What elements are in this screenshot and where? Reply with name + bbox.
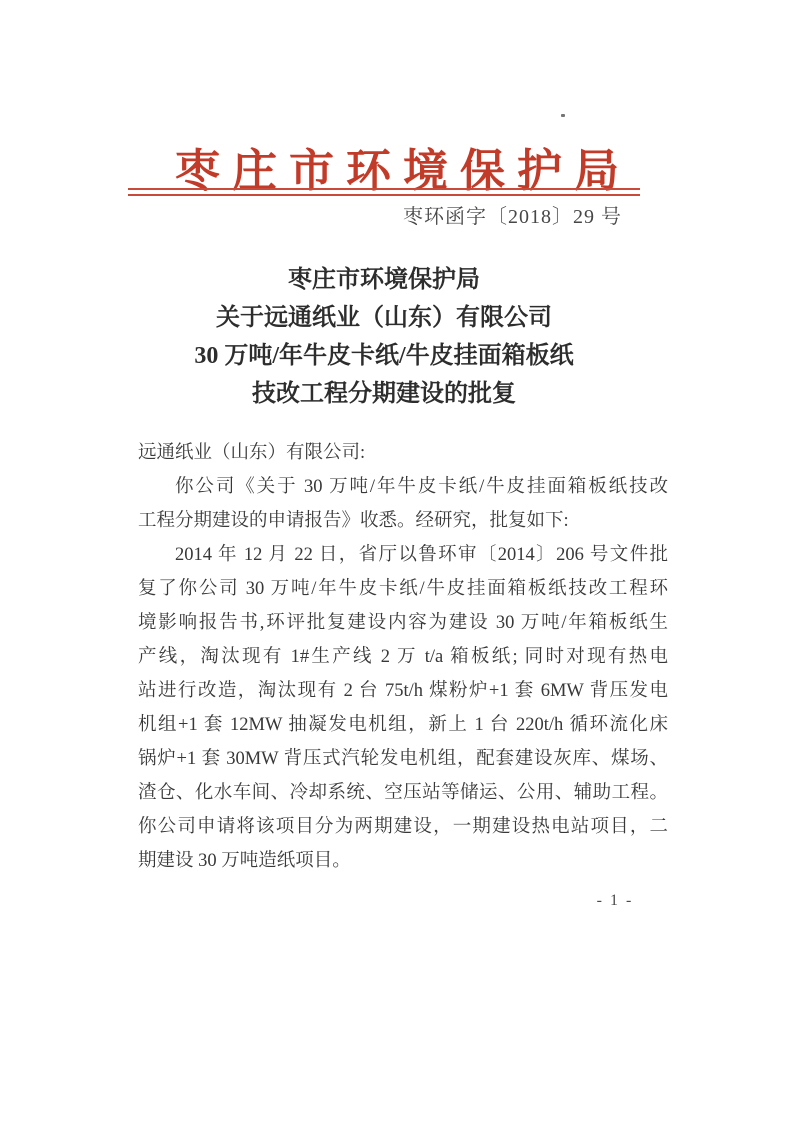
body-line: 远通纸业（山东）有限公司: [138, 443, 366, 463]
title-line: 枣庄市环境保护局 [288, 267, 480, 293]
document-title [84, 261, 684, 413]
body-line: 锅炉+1 套 30MW 背压式汽轮发电机组，配套建设灰库、煤场、 [138, 749, 668, 769]
body-line: 复了你公司 30 万吨/年牛皮卡纸/牛皮挂面箱板纸技改工程环 [138, 579, 668, 599]
body-line: 你公司《关于 30 万吨/年牛皮卡纸/牛皮挂面箱板纸技改 [175, 477, 668, 497]
title-line: 30 万吨/年牛皮卡纸/牛皮挂面箱板纸 [194, 343, 574, 369]
page-number: - 1 - [596, 892, 634, 909]
title-line: 技改工程分期建设的批复 [252, 381, 516, 407]
body-line: 期建设 30 万吨造纸项目。 [138, 851, 351, 871]
body-line: 你公司申请将该项目分为两期建设，一期建设热电站项目，二 [138, 817, 668, 837]
body-line: 工程分期建设的申请报告》收悉。经研究，批复如下: [138, 511, 569, 531]
letterhead-rule [128, 188, 640, 196]
doc-number: 枣环函字〔2018〕29 号 [403, 206, 622, 228]
document-body [138, 436, 668, 878]
body-line: 产线，淘汰现有 1#生产线 2 万 t/a 箱板纸; 同时对现有热电 [138, 647, 668, 667]
letterhead-title: 枣庄市环境保护局 [174, 146, 631, 196]
title-line: 关于远通纸业（山东）有限公司 [216, 305, 552, 331]
body-line: 2014 年 12 月 22 日，省厅以鲁环审〔2014〕206 号文件批 [175, 545, 668, 565]
body-line: 渣仓、化水车间、冷却系统、空压站等储运、公用、辅助工程。 [138, 783, 668, 803]
body-line: 机组+1 套 12MW 抽凝发电机组，新上 1 台 220t/h 循环流化床 [138, 715, 668, 735]
body-line: 站进行改造，淘汰现有 2 台 75t/h 煤粉炉+1 套 6MW 背压发电 [138, 681, 668, 701]
scan-speckle [561, 114, 565, 117]
body-line: 境影响报告书,环评批复建设内容为建设 30 万吨/年箱板纸生 [138, 613, 668, 633]
